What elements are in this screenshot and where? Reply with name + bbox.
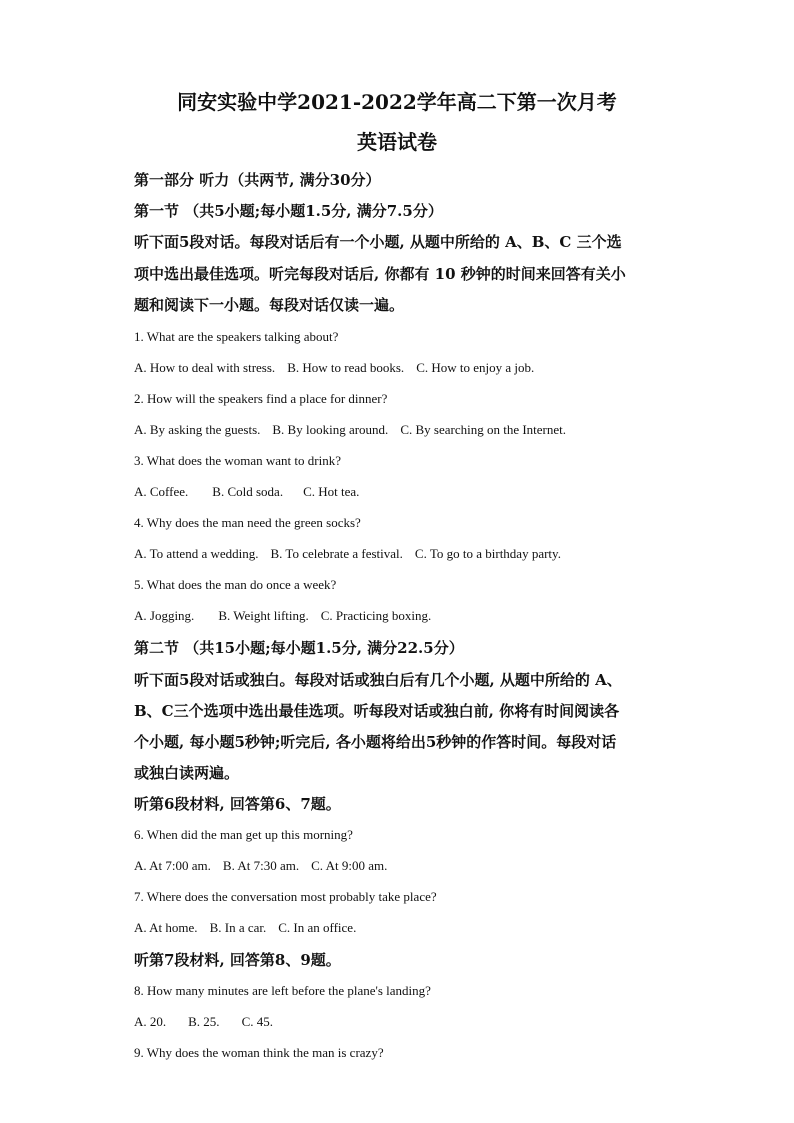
- option-c: C. 45.: [241, 1014, 273, 1029]
- option-a: A. To attend a wedding.: [134, 546, 259, 561]
- option-c: C. At 9:00 am.: [311, 858, 388, 873]
- option-c: C. Practicing boxing.: [320, 608, 432, 623]
- question-text: 1. What are the speakers talking about?: [134, 329, 339, 344]
- instruction-line: 题和阅读下一小题。每段对话仅读一遍。: [134, 296, 405, 314]
- option-b: B. In a car.: [209, 920, 267, 935]
- question-text: 3. What does the woman want to drink?: [134, 453, 341, 468]
- question-options: [134, 1013, 674, 1031]
- option-a: A. At 7:00 am.: [134, 858, 211, 873]
- option-b: B. To celebrate a festival.: [270, 546, 403, 561]
- question-options: [134, 919, 674, 937]
- option-a: A. Jogging.: [134, 608, 195, 623]
- option-b: B. By looking around.: [272, 422, 389, 437]
- option-b: B. How to read books.: [287, 360, 405, 375]
- exam-subtitle: 英语试卷: [357, 130, 437, 154]
- option-c: C. Hot tea.: [303, 484, 360, 499]
- part1-heading: 第一部分 听力（共两节, 满分30分）: [134, 171, 381, 189]
- passage7-heading: 听第7段材料, 回答第8、9题。: [134, 951, 341, 969]
- question-options: [134, 421, 674, 439]
- question-options: [134, 545, 674, 563]
- section1-heading: 第一节 （共5小题;每小题1.5分, 满分7.5分）: [134, 202, 443, 220]
- question-text: 7. Where does the conversation most probably take place?: [134, 889, 437, 904]
- question-options: [134, 483, 674, 501]
- option-c: C. How to enjoy a job.: [416, 360, 535, 375]
- option-c: C. To go to a birthday party.: [414, 546, 561, 561]
- instruction-line: 项中选出最佳选项。听完每段对话后, 你都有 10 秒钟的时间来回答有关小: [134, 265, 626, 283]
- question-text: 6. When did the man get up this morning?: [134, 827, 353, 842]
- option-b: B. 25.: [188, 1014, 220, 1029]
- option-a: A. How to deal with stress.: [134, 360, 276, 375]
- option-c: C. In an office.: [278, 920, 357, 935]
- instruction-line: 个小题, 每小题5秒钟;听完后, 各小题将给出5秒钟的作答时间。每段对话: [134, 733, 617, 751]
- section2-heading: 第二节 （共15小题;每小题1.5分, 满分22.5分）: [134, 639, 464, 657]
- exam-title: 同安实验中学2021-2022学年高二下第一次月考: [177, 90, 617, 114]
- option-a: A. Coffee.: [134, 484, 189, 499]
- passage6-heading: 听第6段材料, 回答第6、7题。: [134, 795, 341, 813]
- question-text: 9. Why does the woman think the man is crazy?: [134, 1045, 384, 1060]
- option-b: B. Weight lifting.: [218, 608, 309, 623]
- option-c: C. By searching on the Internet.: [400, 422, 567, 437]
- question-text: 5. What does the man do once a week?: [134, 577, 337, 592]
- option-a: A. 20.: [134, 1014, 167, 1029]
- instruction-line: 听下面5段对话或独白。每段对话或独白后有几个小题, 从题中所给的 A、: [134, 671, 622, 689]
- question-options: [134, 359, 674, 377]
- question-text: 8. How many minutes are left before the plane's landing?: [134, 983, 431, 998]
- question-text: 4. Why does the man need the green socks?: [134, 515, 361, 530]
- option-b: B. At 7:30 am.: [222, 858, 300, 873]
- question-options: [134, 857, 674, 875]
- option-a: A. At home.: [134, 920, 198, 935]
- instruction-line: 听下面5段对话。每段对话后有一个小题, 从题中所给的 A、B、C 三个选: [134, 233, 622, 251]
- option-b: B. Cold soda.: [212, 484, 284, 499]
- option-a: A. By asking the guests.: [134, 422, 261, 437]
- instruction-line: 或独白读两遍。: [134, 764, 240, 782]
- question-options: [134, 607, 674, 625]
- question-text: 2. How will the speakers find a place for dinner?: [134, 391, 388, 406]
- instruction-line: B、C三个选项中选出最佳选项。听每段对话或独白前, 你将有时间阅读各: [134, 702, 620, 720]
